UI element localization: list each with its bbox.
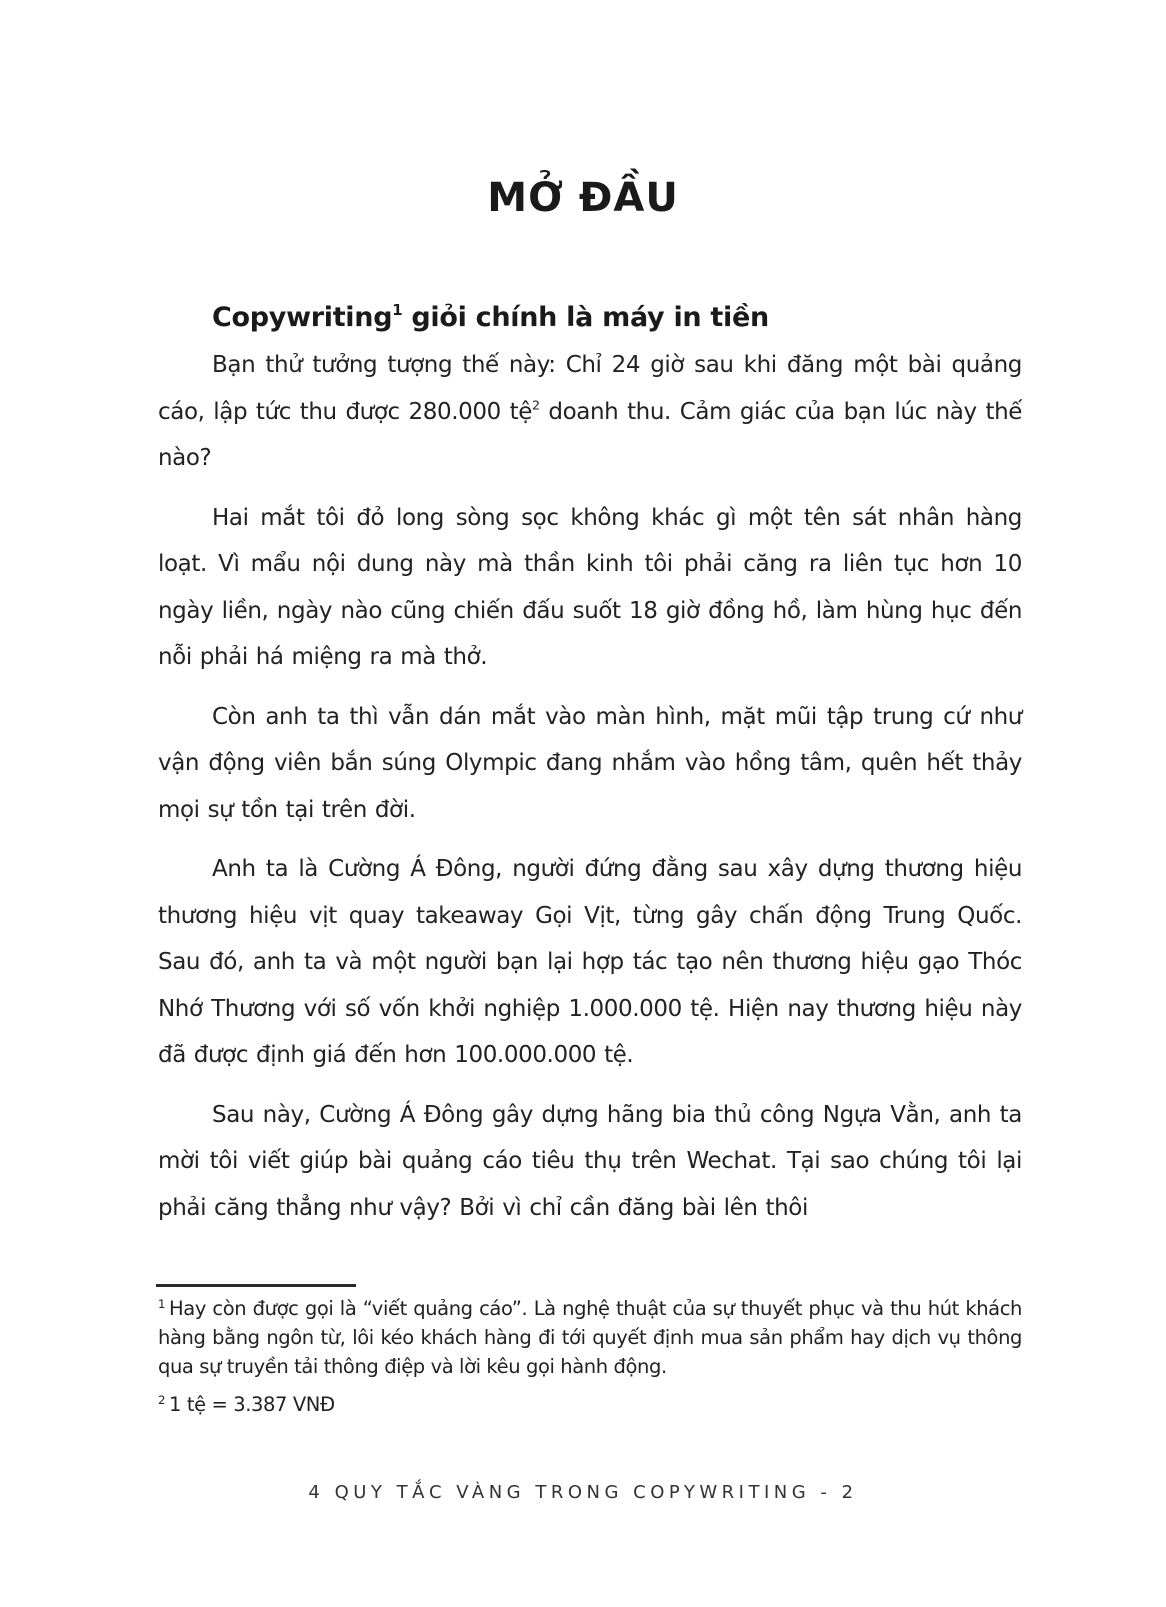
paragraph-3: Còn anh ta thì vẫn dán mắt vào màn hình, mặt mũi tập trung cứ như vận động viên bắn súng Olympic đang nhắm vào hồng tâm, quên hết thảy mọi sự tồn tại trên đời.: [158, 703, 1022, 823]
footnote-2-number: 2: [158, 1393, 166, 1408]
paragraph-1: [158, 342, 1022, 482]
footnote-1: [158, 1290, 1022, 1381]
section-heading: [212, 302, 769, 333]
footnote-2-text: 1 tệ = 3.387 VNĐ: [169, 1393, 335, 1417]
footnote-ref-1[interactable]: 1: [392, 301, 403, 320]
running-footer: 4 QUY TẮC VÀNG TRONG COPYWRITING - 2: [308, 1482, 858, 1503]
chapter-title: MỞ ĐẦU: [487, 174, 679, 221]
body-text: [158, 342, 1022, 1244]
footnote-1-number: 1: [158, 1297, 166, 1311]
paragraph-1-text-a: Bạn thử tưởng tượng thế này: Chỉ 24 giờ sau khi đăng một bài quảng cáo, lập tức thu được 280.000 tệ: [158, 352, 1022, 425]
section-heading-rest: giỏi chính là máy in tiền: [402, 302, 769, 334]
footnote-ref-2[interactable]: 2: [531, 397, 540, 413]
footnote-1-text: Hay còn được gọi là “viết quảng cáo”. Là nghệ thuật của sự thuyết phục và thu hút khách hàng bằng ngôn từ, lôi kéo khách hàng đi tới quyết định mua sản phẩm hay dịch vụ thông qua sự truyền tải thông điệp và lời kêu gọi hành động.: [158, 1297, 1022, 1379]
section-heading-text: Copywriting: [212, 302, 393, 334]
paragraph-2: Hai mắt tôi đỏ long sòng sọc không khác gì một tên sát nhân hàng loạt. Vì mẩu nội dung này mà thần kinh tôi phải căng ra liên tục hơn 10 ngày liền, ngày nào cũng chiến đấu suốt 18 giờ đồng hồ, làm hùng hục đến nỗi phải há miệng ra mà thở.: [158, 504, 1022, 670]
paragraph-5: Sau này, Cường Á Đông gây dựng hãng bia thủ công Ngựa Vằn, anh ta mời tôi viết giúp bài quảng cáo tiêu thụ trên Wechat. Tại sao chúng tôi lại phải căng thẳng như vậy? Bởi vì chỉ cần đăng bài lên thôi: [158, 1101, 1022, 1221]
footnote-2: [158, 1386, 1022, 1419]
footnote-divider: [156, 1284, 356, 1287]
paragraph-1-text-b: doanh thu. Cảm giác của bạn lúc này thế nào?: [158, 398, 1022, 471]
footnotes: [158, 1290, 1022, 1424]
paragraph-4: Anh ta là Cường Á Đông, người đứng đằng sau xây dựng thương hiệu thương hiệu vịt quay takeaway Gọi Vịt, từng gây chấn động Trung Quốc. Sau đó, anh ta và một người bạn lại hợp tác tạo nên thương hiệu gạo Thóc Nhớ Thương với số vốn khởi nghiệp 1.000.000 tệ. Hiện nay thương hiệu này đã được định giá đến hơn 100.000.000 tệ.: [158, 856, 1022, 1068]
